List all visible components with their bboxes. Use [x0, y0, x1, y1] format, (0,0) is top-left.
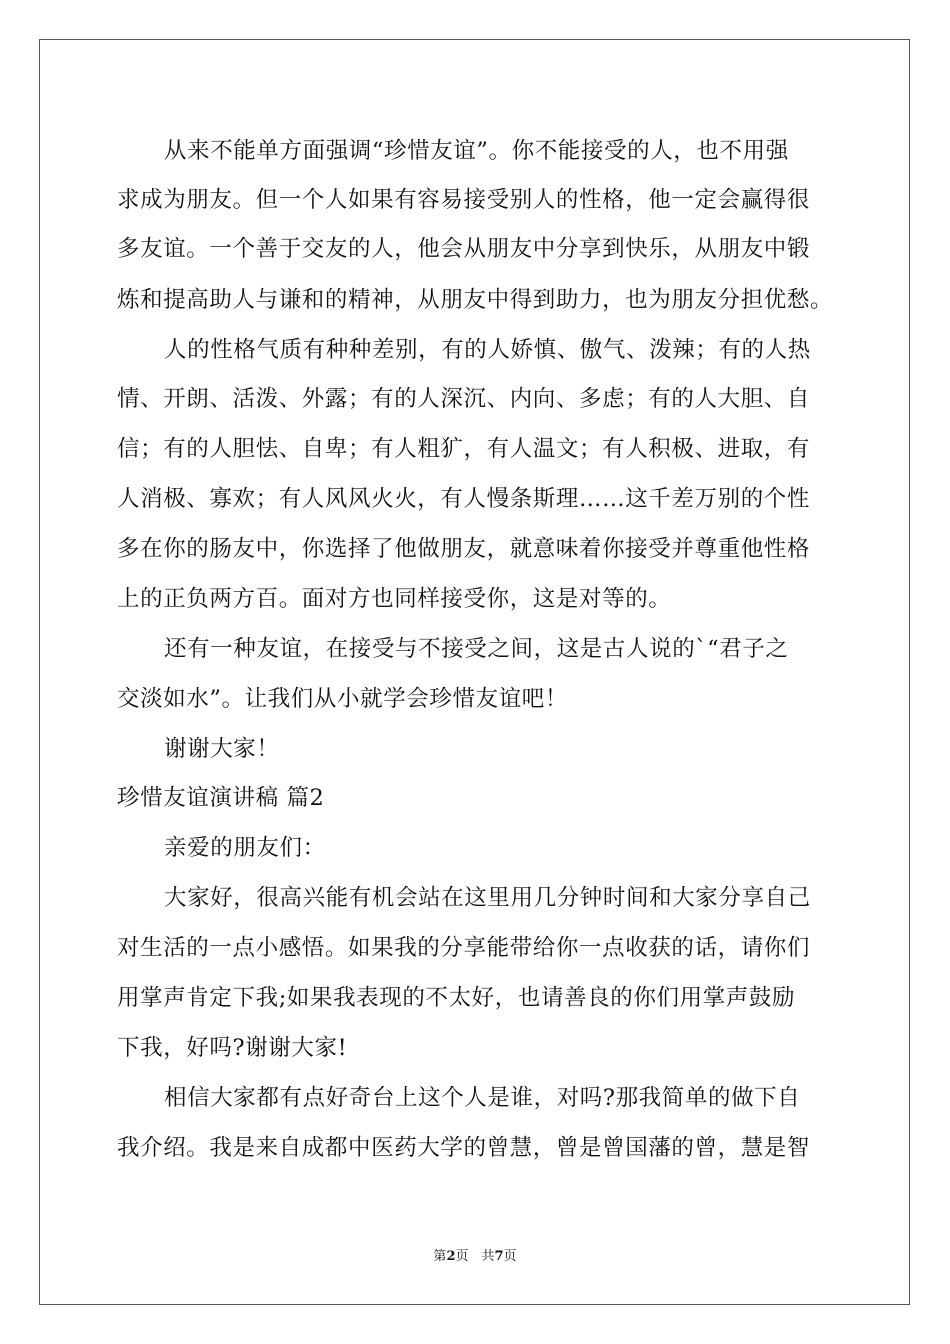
text-line: 用掌声肯定下我;如果我表现的不太好，也请善良的你们用掌声鼓励 — [117, 985, 796, 1011]
page-total: 7 — [494, 1249, 504, 1264]
text-line: 多友谊。一个善于交友的人，他会从朋友中分享到快乐，从朋友中锻 — [117, 236, 811, 262]
text-line: 还有一种友谊，在接受与不接受之间，这是古人说的`“君子之 — [164, 636, 789, 662]
text-line: 信；有的人胆怯、自卑；有人粗犷，有人温文；有人积极、进取，有 — [117, 436, 811, 462]
section-heading: 珍惜友谊演讲稿 篇2 — [117, 785, 325, 811]
text-line: 多在你的肠友中，你选择了他做朋友，就意味着你接受并尊重他性格 — [117, 536, 811, 562]
page-suffix: 页 — [503, 1249, 517, 1264]
page-mid: 页 共 — [455, 1249, 495, 1264]
text-line: 人的性格气质有种种差别，有的人娇慎、傲气、泼辣；有的人热 — [164, 337, 811, 363]
page-footer — [0, 1248, 950, 1266]
text-line: 上的正负两方百。面对方也同样接受你，这是对等的。 — [117, 586, 672, 612]
text-line: 下我，好吗?谢谢大家! — [117, 1035, 348, 1061]
text-line: 求成为朋友。但一个人如果有容易接受别人的性格，他一定会赢得很 — [117, 187, 811, 213]
text-line: 从来不能单方面强调“珍惜友谊”。你不能接受的人，也不用强 — [164, 138, 789, 164]
text-line: 人消极、寡欢；有人风风火火，有人慢条斯理……这千差万别的个性 — [117, 486, 811, 512]
text-line: 对生活的一点小感悟。如果我的分享能带给你一点收获的话，请你们 — [117, 935, 811, 961]
text-line: 谢谢大家！ — [164, 736, 280, 762]
page-current: 2 — [446, 1249, 456, 1264]
text-line: 炼和提高助人与谦和的精神，从朋友中得到助力，也为朋友分担优愁。 — [117, 287, 834, 313]
text-line: 相信大家都有点好奇台上这个人是谁，对吗?那我简单的做下自 — [164, 1085, 801, 1111]
text-line: 大家好，很高兴能有机会站在这里用几分钟时间和大家分享自己 — [164, 885, 811, 911]
text-line: 亲爱的朋友们： — [164, 835, 326, 861]
page-prefix: 第 — [433, 1249, 447, 1264]
text-line: 交淡如水”。让我们从小就学会珍惜友谊吧！ — [117, 686, 569, 712]
text-line: 我介绍。我是来自成都中医药大学的曾慧，曾是曾国藩的曾，慧是智 — [117, 1135, 811, 1161]
text-line: 情、开朗、活泼、外露；有的人深沉、内向、多虑；有的人大胆、自 — [117, 386, 811, 412]
page-border — [39, 39, 910, 1305]
